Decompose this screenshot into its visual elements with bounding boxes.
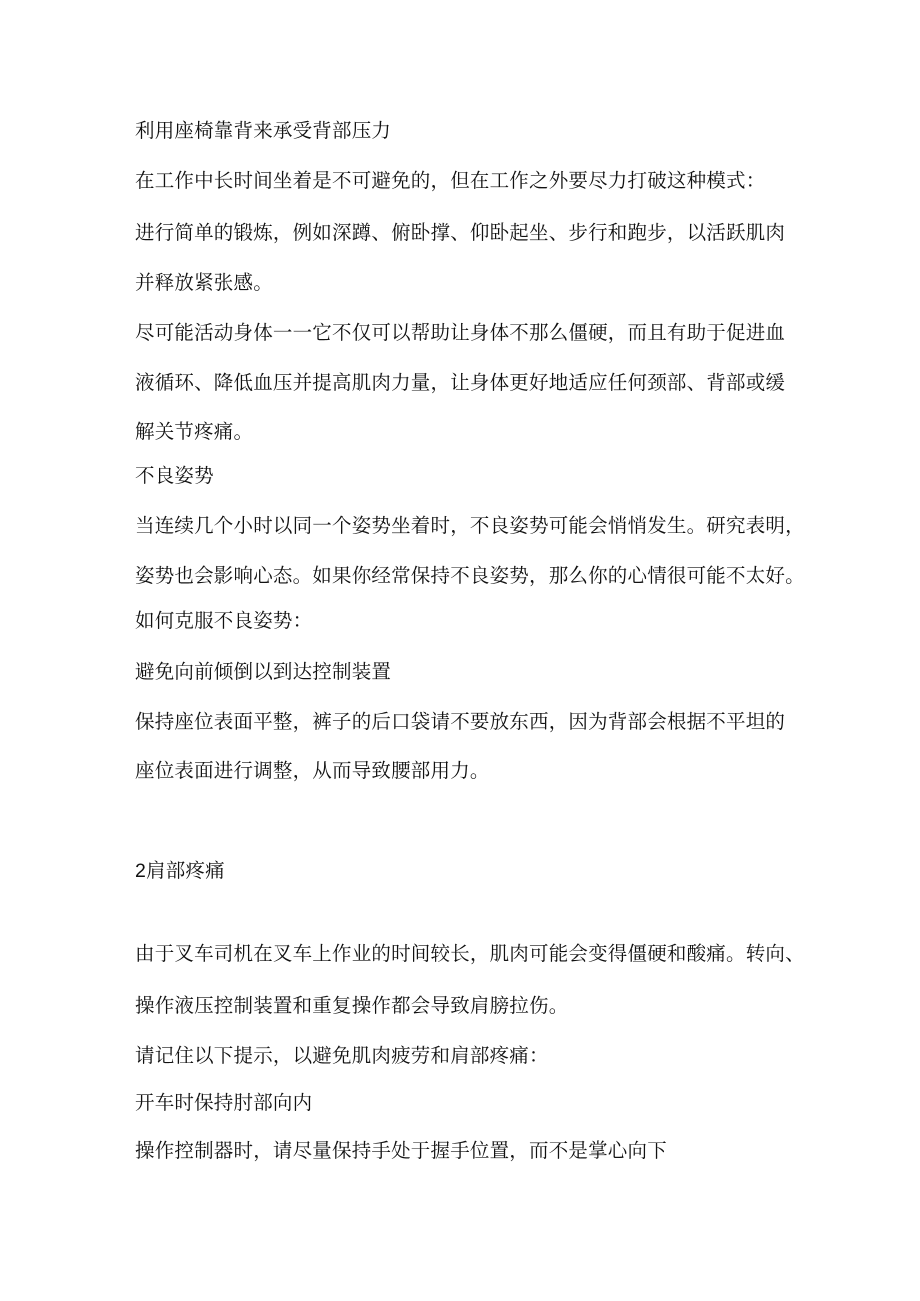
paragraph-line: 进行简单的锻炼，例如深蹲、俯卧撑、仰卧起坐、步行和跑步，以活跃肌肉 [135, 221, 786, 244]
section-heading: 不良姿势 [135, 464, 214, 487]
paragraph-line: 操作控制器时，请尽量保持手处于握手位置，而不是掌心向下 [135, 1139, 667, 1162]
paragraph-line: 请记住以下提示，以避免肌肉疲劳和肩部疼痛： [135, 1044, 549, 1067]
paragraph-line: 利用座椅靠背来承受背部压力 [135, 119, 392, 142]
paragraph-line: 并释放紧张感。 [135, 271, 273, 294]
paragraph-line: 如何克服不良姿势： [135, 609, 313, 632]
paragraph-line: 座位表面进行调整，从而导致腰部用力。 [135, 759, 490, 782]
paragraph-line: 液循环、降低血压并提高肌肉力量，让身体更好地适应任何颈部、背部或缓 [135, 371, 786, 394]
section-heading: 2肩部疼痛 [135, 860, 225, 882]
paragraph-line: 开车时保持肘部向内 [135, 1091, 313, 1114]
paragraph-line: 当连续几个小时以同一个姿势坐着时，不良姿势可能会悄悄发生。研究表明， [135, 514, 805, 537]
paragraph-line: 在工作中长时间坐着是不可避免的，但在工作之外要尽力打破这种模式： [135, 169, 766, 192]
paragraph-line: 保持座位表面平整，裤子的后口袋请不要放东西，因为背部会根据不平坦的 [135, 710, 786, 733]
paragraph-line: 操作液压控制装置和重复操作都会导致肩膀拉伤。 [135, 994, 569, 1017]
paragraph-line: 姿势也会影响心态。如果你经常保持不良姿势，那么你的心情很可能不太好。 [135, 564, 805, 587]
paragraph-line: 避免向前倾倒以到达控制装置 [135, 660, 392, 683]
paragraph-line: 尽可能活动身体一一它不仅可以帮助让身体不那么僵硬，而且有助于促进血 [135, 321, 786, 344]
paragraph-line: 解关节疼痛。 [135, 420, 254, 443]
paragraph-line: 由于叉车司机在叉车上作业的时间较长，肌肉可能会变得僵硬和酸痛。转向、 [135, 942, 805, 965]
